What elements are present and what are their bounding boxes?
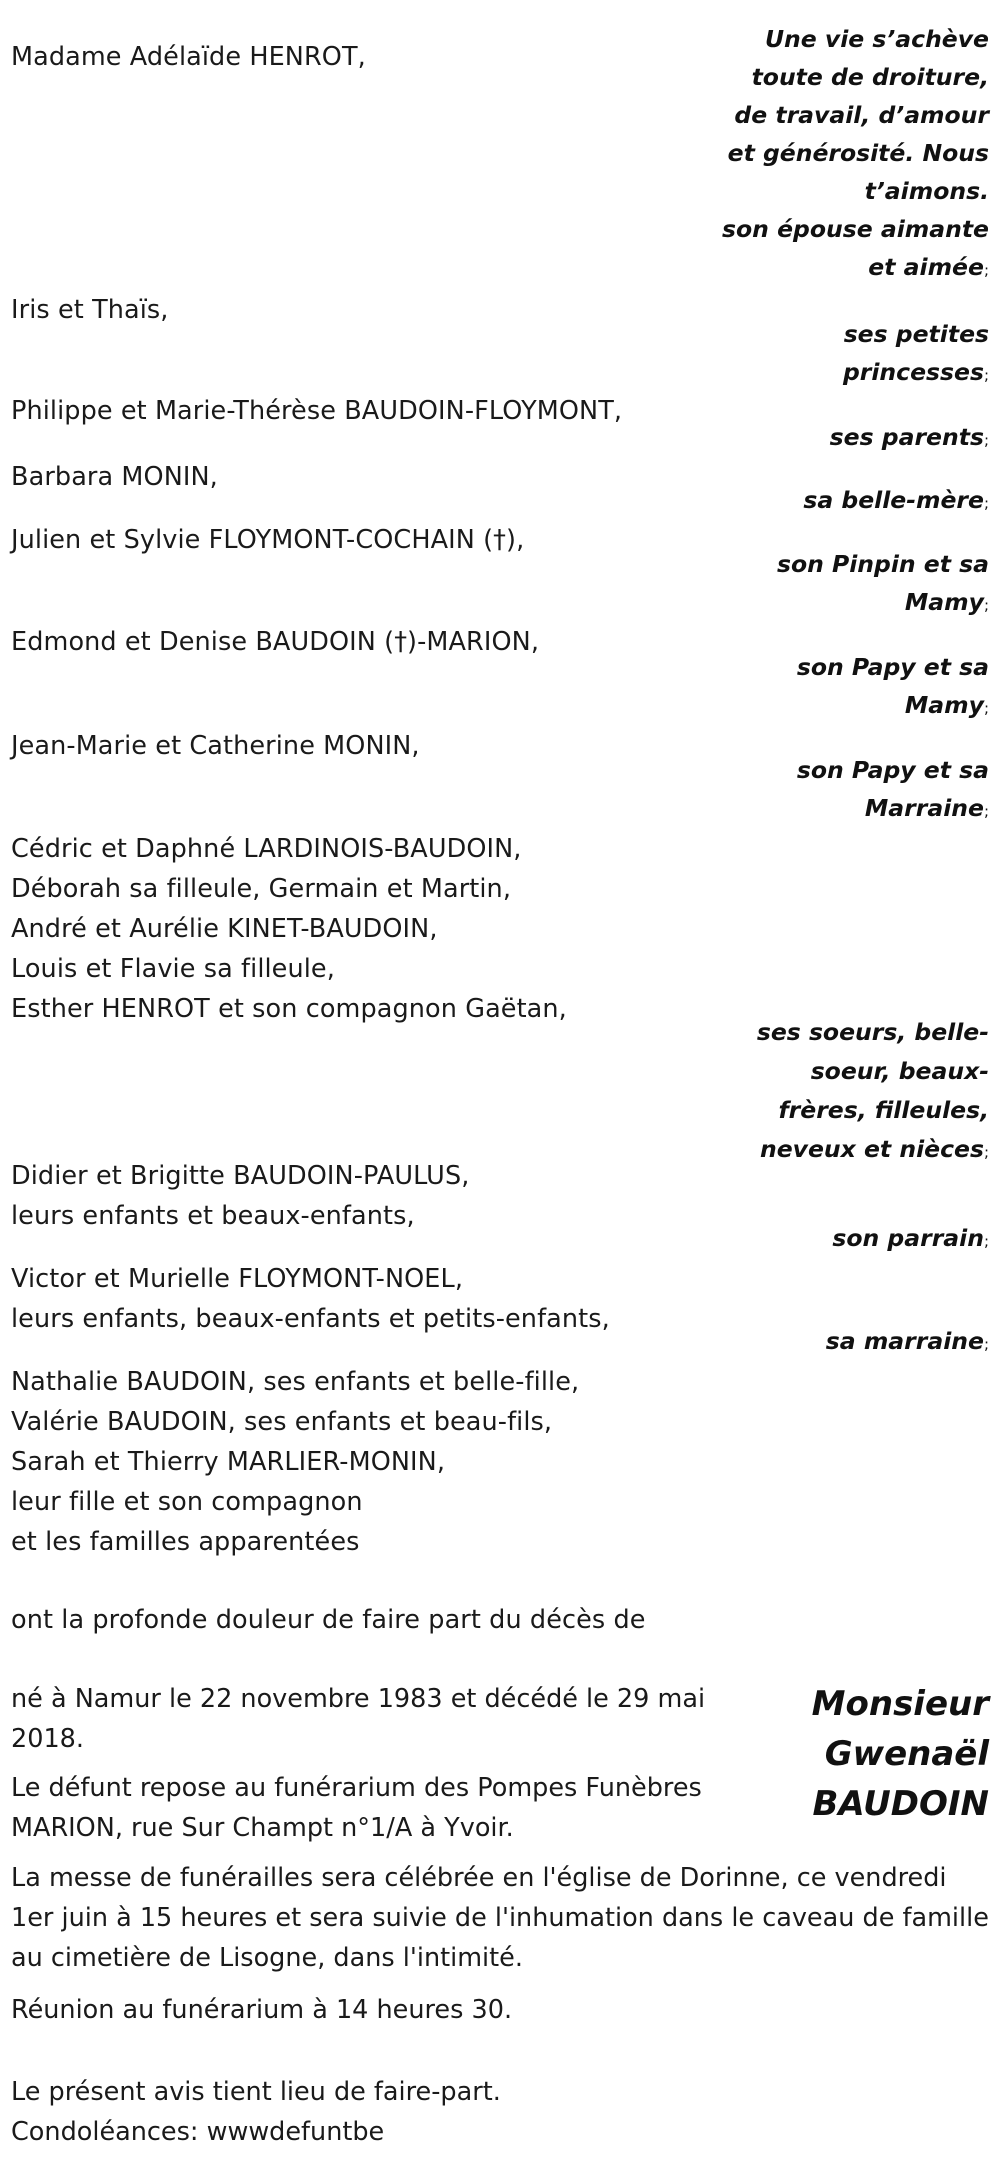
relation-label: son Papy et sa Marraine; xyxy=(796,756,989,822)
family-member-line: Nathalie BAUDOIN, ses enfants et belle-fille, xyxy=(11,1367,580,1397)
family-member-line: Didier et Brigitte BAUDOIN-PAULUS, xyxy=(11,1161,470,1191)
deceased-last-name: BAUDOIN xyxy=(812,1784,989,1824)
family-member-line: Philippe et Marie-Thérèse BAUDOIN-FLOYMONT, xyxy=(11,396,623,426)
family-member-line: et les familles apparentées xyxy=(11,1527,360,1557)
family-member-line: leurs enfants et beaux-enfants, xyxy=(11,1201,415,1231)
family-member-line: Victor et Murielle FLOYMONT-NOEL, xyxy=(11,1264,464,1294)
family-member-line: André et Aurélie KINET-BAUDOIN, xyxy=(11,914,438,944)
relation-label: sa belle-mère; xyxy=(803,486,989,514)
relation-label: son Pinpin et sa Mamy; xyxy=(776,550,989,616)
notice-text: Le présent avis tient lieu de faire-part. xyxy=(11,2077,501,2107)
family-member-line: Madame Adélaïde HENROT, xyxy=(11,42,366,72)
family-member-line: Cédric et Daphné LARDINOIS-BAUDOIN, xyxy=(11,834,522,864)
family-member-line: Valérie BAUDOIN, ses enfants et beau-fils, xyxy=(11,1407,553,1437)
family-member-line: leur fille et son compagnon xyxy=(11,1487,363,1517)
relation-label: ses parents; xyxy=(829,423,989,451)
repose-text: Le défunt repose au funérarium des Pompes Funèbres MARION, rue Sur Champt n°1/A à Yvoir. xyxy=(11,1773,702,1843)
announcement: ont la profonde douleur de faire part du décès de xyxy=(11,1605,646,1635)
family-member-line: Déborah sa filleule, Germain et Martin, xyxy=(11,874,512,904)
epitaph: Une vie s’achève toute de droiture, de travail, d’amour et générosité. Nous t’aimons. xyxy=(727,25,989,205)
family-member-line: Julien et Sylvie FLOYMONT-COCHAIN (†), xyxy=(11,525,525,555)
family-member-line: Jean-Marie et Catherine MONIN, xyxy=(11,731,420,761)
condolences-text: Condoléances: wwwdefuntbe xyxy=(11,2117,385,2147)
family-member-line: Edmond et Denise BAUDOIN (†)-MARION, xyxy=(11,627,540,657)
family-member-line: leurs enfants, beaux-enfants et petits-enfants, xyxy=(11,1304,610,1334)
family-member-line: Iris et Thaïs, xyxy=(11,295,169,325)
relation-label: son épouse aimante et aimée; xyxy=(722,215,989,281)
deceased-first-name: Gwenaël xyxy=(824,1734,989,1774)
mass-text: La messe de funérailles sera célébrée en l'église de Dorinne, ce vendredi 1er juin à 15 heures et sera suivie de l'inhumation dans le caveau de famille au cimetière de Lisogne, dans l'intimité. xyxy=(11,1863,989,1973)
relation-label: son parrain; xyxy=(832,1224,989,1252)
birth-death-text: né à Namur le 22 novembre 1983 et décédé le 29 mai 2018. xyxy=(11,1684,706,1754)
deceased-name xyxy=(729,1679,989,1829)
family-member-line: Esther HENROT et son compagnon Gaëtan, xyxy=(11,994,567,1024)
family-member-line: Louis et Flavie sa filleule, xyxy=(11,954,335,984)
relation-label: sa marraine; xyxy=(825,1327,989,1355)
family-member-line: Sarah et Thierry MARLIER-MONIN, xyxy=(11,1447,446,1477)
relation-label: ses soeurs, belle-soeur, beaux-frères, filleules, neveux et nièces; xyxy=(756,1018,989,1163)
family-member-line: Barbara MONIN, xyxy=(11,462,218,492)
deceased-title: Monsieur xyxy=(811,1684,989,1724)
relation-label: ses petites princesses; xyxy=(842,320,989,386)
relation-label: son Papy et sa Mamy; xyxy=(796,653,989,719)
meeting-text: Réunion au funérarium à 14 heures 30. xyxy=(11,1995,513,2025)
